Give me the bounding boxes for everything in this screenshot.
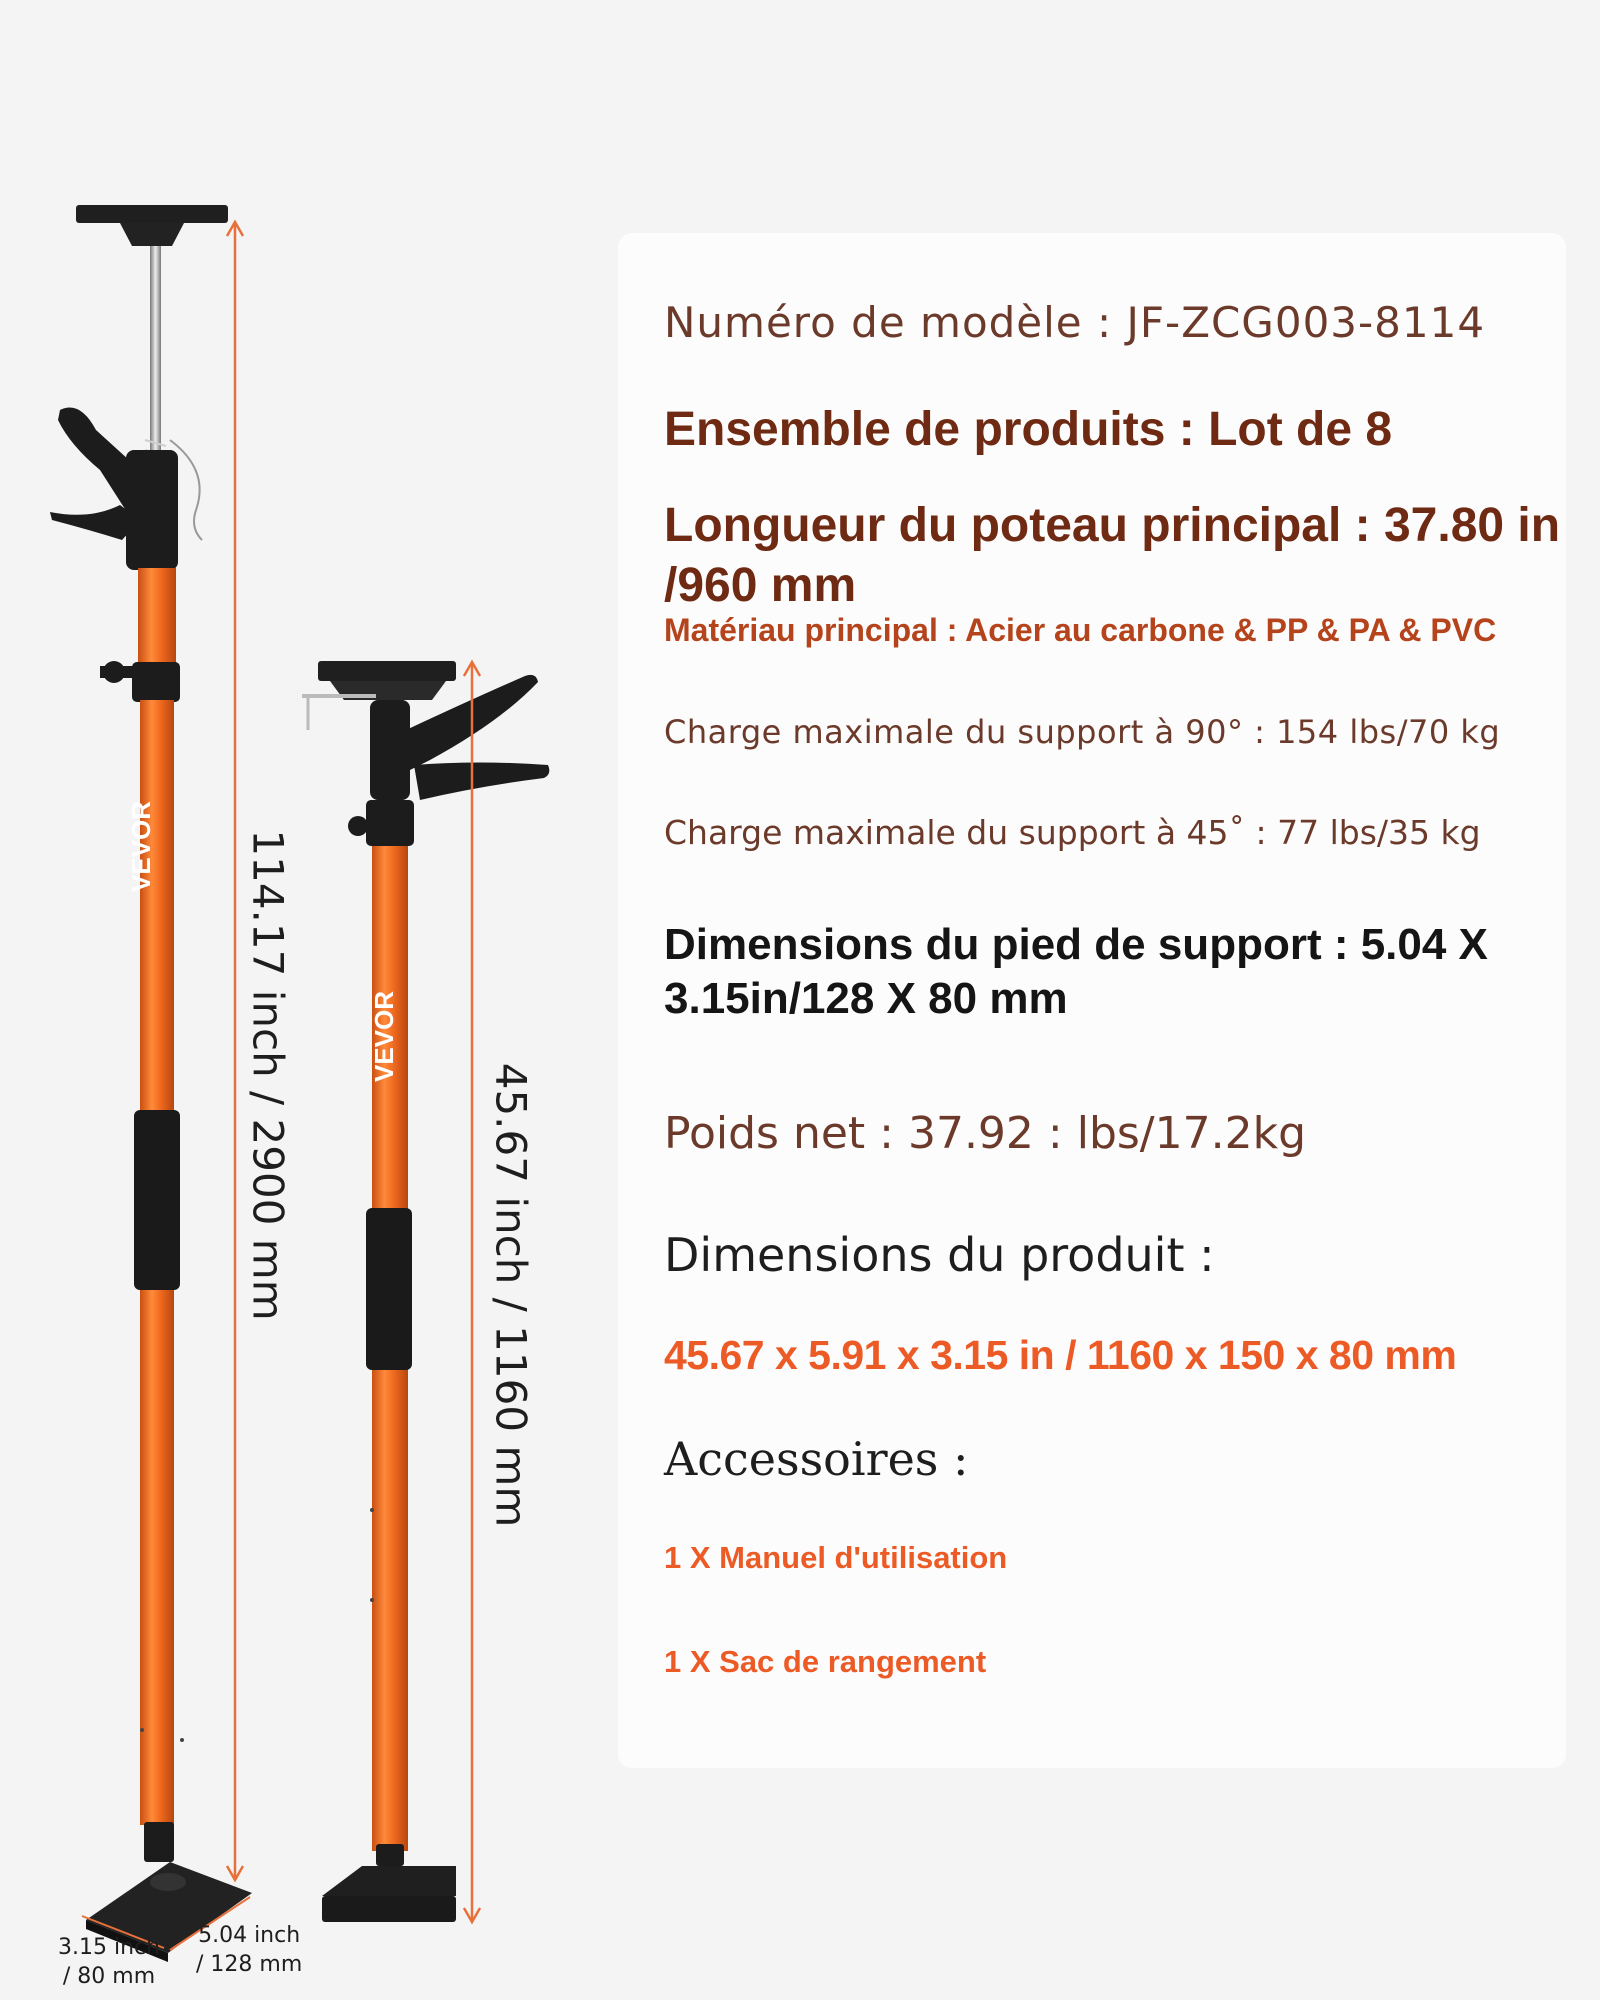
spec-main-material: Matériau principal : Acier au carbone & PP & PA & PVC (664, 612, 1497, 648)
foot-length-inch: 5.04 inch (198, 1923, 301, 1948)
spec-accessories-label: Accessoires : (664, 1432, 969, 1486)
tall-dimension-label: 114.17 inch / 2900 mm (243, 829, 293, 1321)
spec-product-dimensions-value: 45.67 x 5.91 x 3.15 in / 1160 x 150 x 80 mm (664, 1332, 1457, 1378)
spec-product-set: Ensemble de produits : Lot de 8 (664, 403, 1393, 456)
spec-max-load-45: Charge maximale du support à 45˚ : 77 lbs/35 kg (664, 813, 1481, 852)
spec-accessory-item: 1 X Sac de rangement (664, 1644, 987, 1679)
spec-accessory-item: 1 X Manuel d'utilisation (664, 1540, 1008, 1575)
tall-dimension-line (227, 222, 243, 1880)
foot-width-mm: / 80 mm (62, 1964, 156, 1989)
foot-width-inch: 3.15 inch (58, 1935, 161, 1960)
tall-support-pole (50, 205, 252, 1962)
tall-pole-brand: VEVOR (126, 800, 156, 892)
spec-max-load-90: Charge maximale du support à 90° : 154 lbs/70 kg (664, 713, 1501, 751)
foot-length-label (196, 1921, 302, 1979)
spec-model-number: Numéro de modèle : JF-ZCG003-8114 (664, 298, 1486, 347)
spec-foot-dimensions: Dimensions du pied de support : 5.04 X 3.15in/128 X 80 mm (664, 920, 1488, 1023)
spec-net-weight: Poids net : 37.92 : lbs/17.2kg (664, 1108, 1306, 1159)
spec-main-pole-length: Longueur du poteau principal : 37.80 in /960 mm (664, 499, 1561, 612)
short-pole-brand: VEVOR (369, 990, 399, 1082)
foot-length-mm: / 128 mm (196, 1952, 303, 1977)
short-dimension-label: 45.67 inch / 1160 mm (486, 1062, 536, 1528)
foot-width-label (58, 1933, 160, 1991)
spec-product-dimensions-label: Dimensions du produit : (664, 1228, 1215, 1282)
short-dimension-line (464, 662, 480, 1922)
